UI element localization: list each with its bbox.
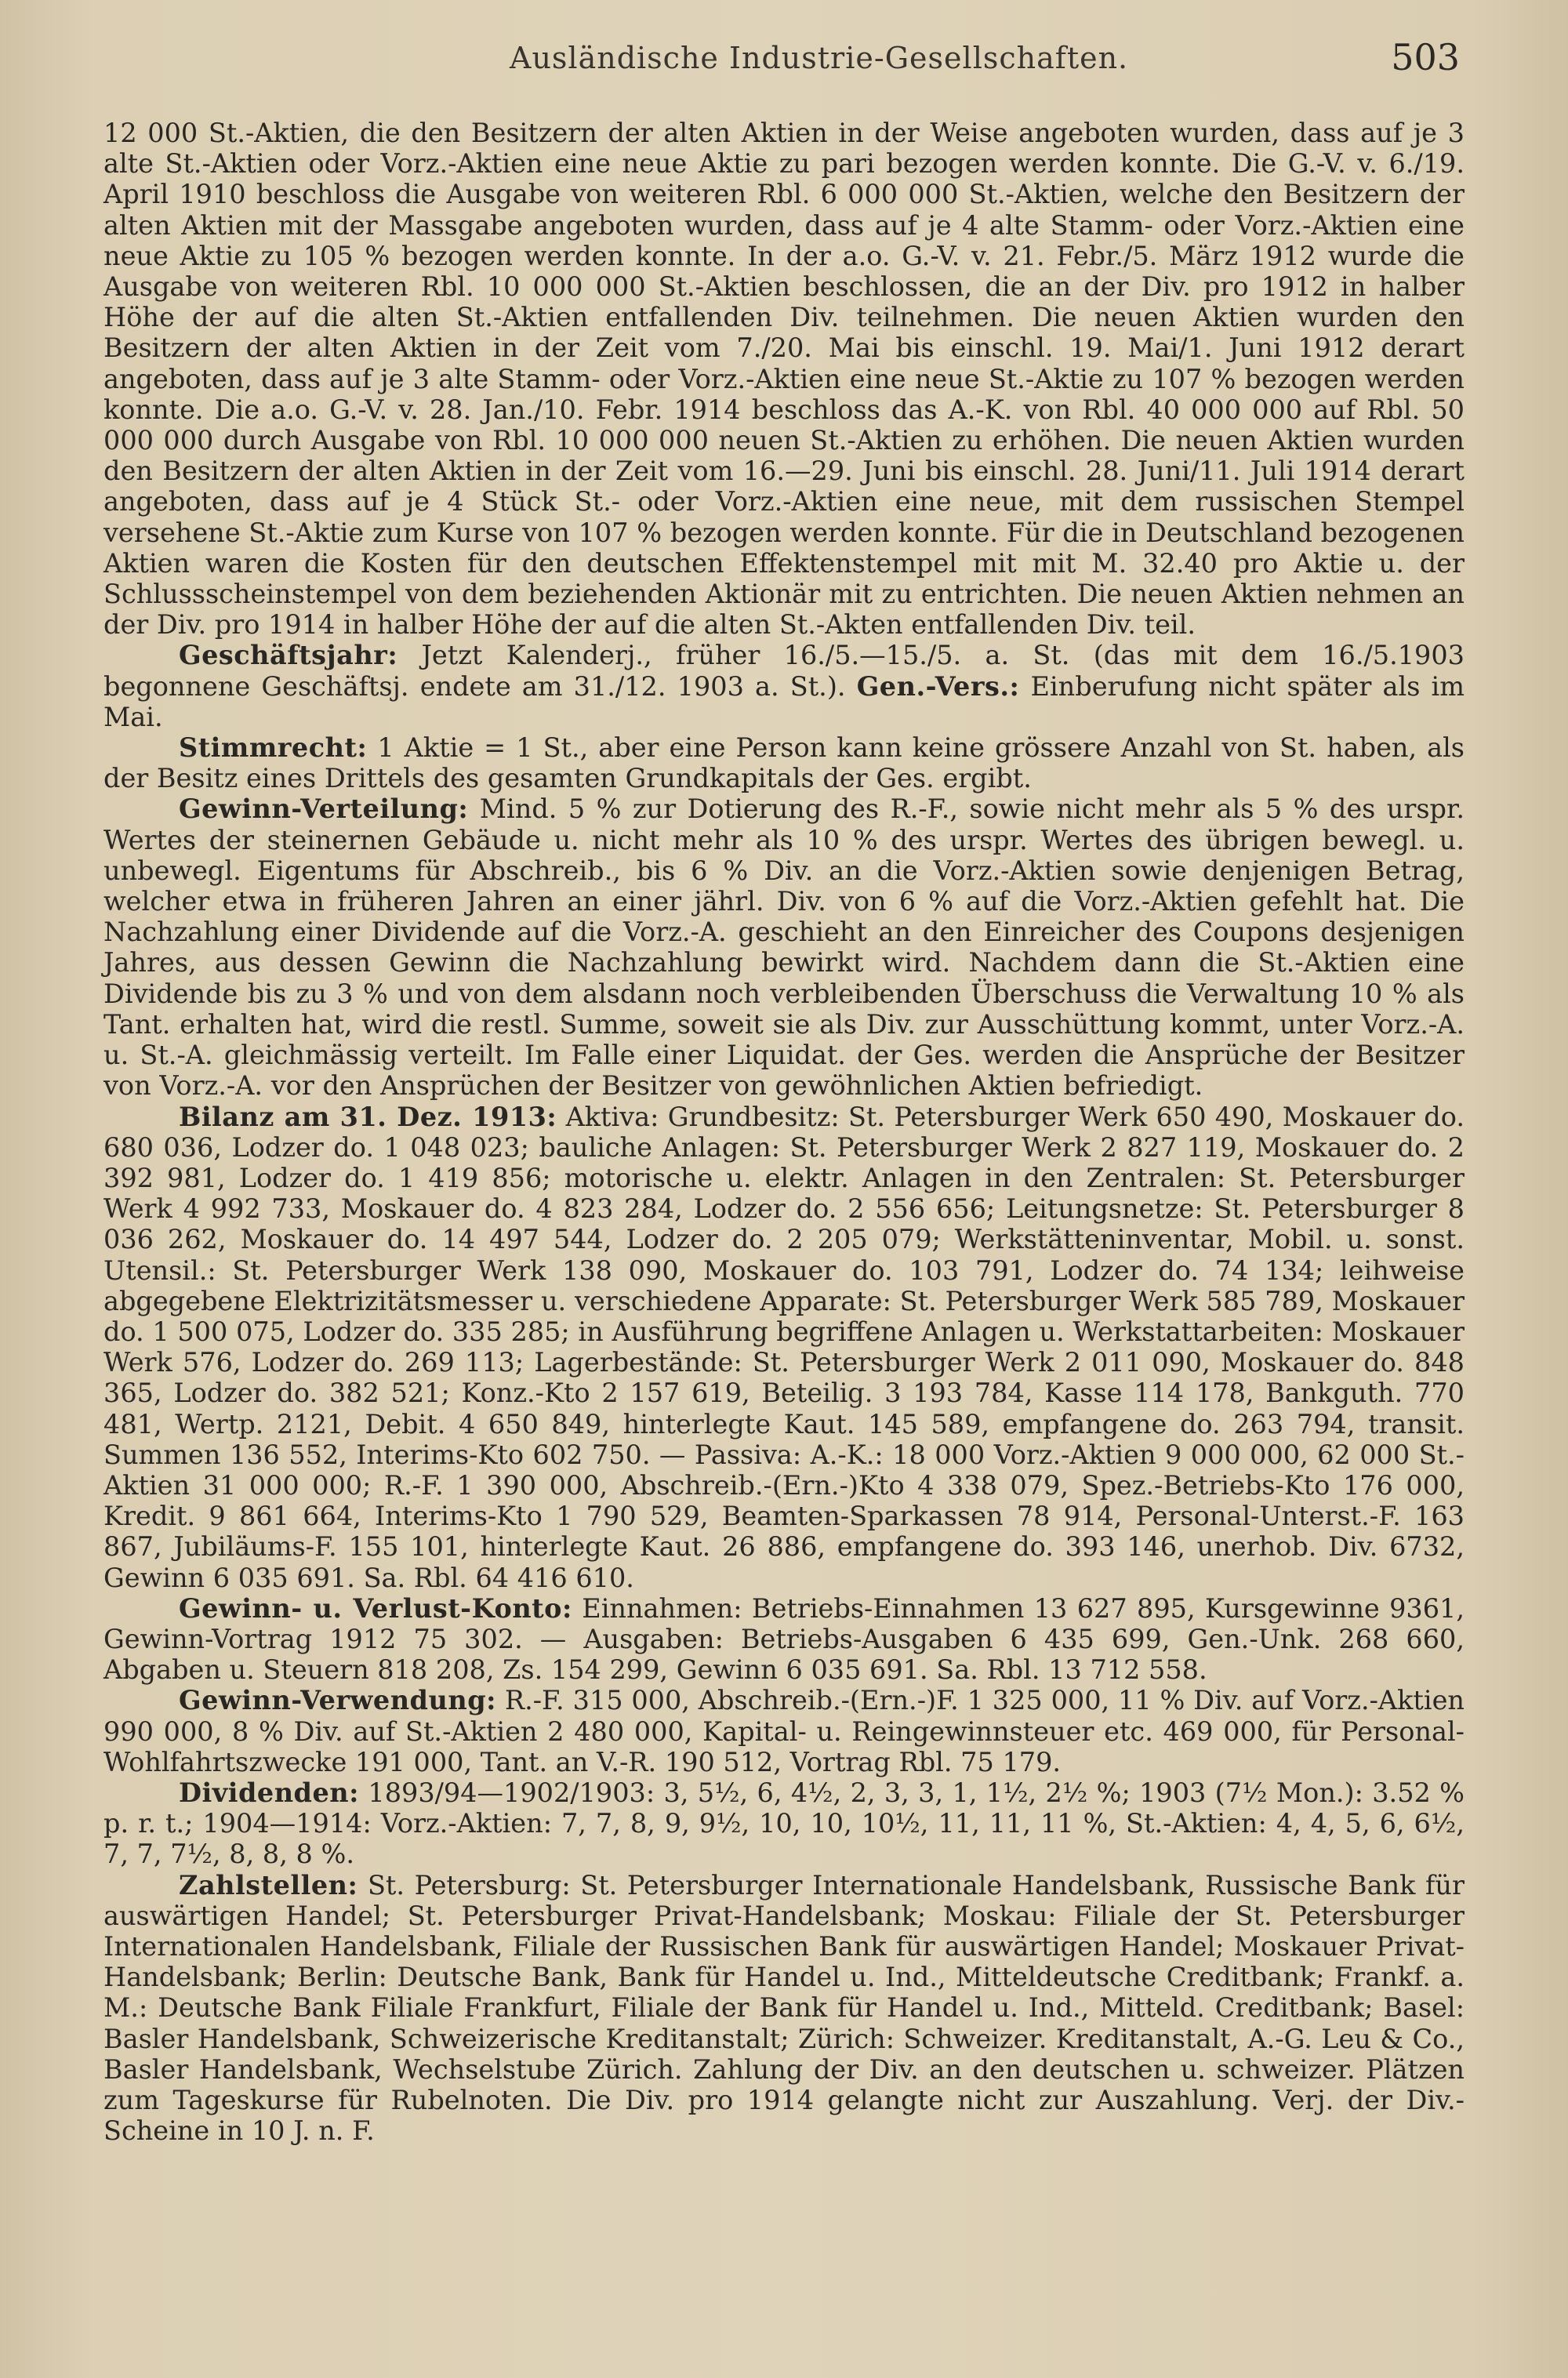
- paragraph-text: Aktiva: Grundbesitz: St. Petersburger Werk 650 490, Moskauer do. 680 036, Lodzer do. 1 048 023; bauliche Anlagen: St. Petersburger Werk 2 827 119, Moskauer do. 2 392 981, Lodzer do. 1 419 856; motorische u. elektr. Anlagen in den Zentralen: St. Petersburger Werk 4 992 733, Moskauer do. 4 823 284, Lodzer do. 2 556 656; Leitungsnetze: St. Petersburger 8 036 262, Moskauer do. 14 497 544, Lodzer do. 2 205 079; Werkstätteninventar, Mobil. u. sonst. Utensil.: St. Petersburger Werk 138 090, Moskauer do. 103 791, Lodzer do. 74 134; leihweise abgegebene Elektrizitätsmesser u. verschiedene Apparate: St. Petersburger Werk 585 789, Moskauer do. 1 500 075, Lodzer do. 335 285; in Ausführung begriffene Anlagen u. Werkstattarbeiten: Moskauer Werk 576, Lodzer do. 269 113; Lagerbestände: St. Petersburger Werk 2 011 090, Moskauer do. 848 365, Lodzer do. 382 521; Konz.-Kto 2 157 619, Beteilig. 3 193 784, Kasse 114 178, Bankguth. 770 481, Wertp. 2121, Debit. 4 650 849, hinterlegte Kaut. 145 589, empfangene do. 263 794, transit. Summen 136 552, Interims-Kto 602 750. — Passiva: A.-K.: 18 000 Vorz.-Aktien 9 000 000, 62 000 St.-Aktien 31 000 000; R.-F. 1 390 000, Abschreib.-(Ern.-)Kto 4 338 079, Spez.-Betriebs-Kto 176 000, Kredit. 9 861 664, Interims-Kto 1 790 529, Beamten-Sparkassen 78 914, Personal-Unterst.-F. 163 867, Jubiläums-F. 155 101, hinterlegte Kaut. 26 886, empfangene do. 393 146, unerhob. Div. 6732, Gewinn 6 035 691. Sa. Rbl. 64 416 610.: [103, 1101, 1465, 1593]
- paragraph-text: 1893/94—1902/1903: 3, 5½, 6, 4½, 2, 3, 3, 1, 1½, 2½ %; 1903 (7½ Mon.): 3.52 % p. r. t.; 1904—1914: Vorz.-Aktien: 7, 7, 8, 9, 9½, 10, 10, 10½, 11, 11, 11 %, St.-Aktien: 4, 4, 5, 6, 6½, 7, 7, 7½, 8, 8, 8 %.: [103, 1777, 1465, 1870]
- paragraph-text: Jetzt Kalenderj., früher 16./5.—15./5. a. St. (das mit dem 16./5.1903 begonnene Geschäftsj. endete am 31./12. 1903 a. St.).: [103, 640, 1465, 702]
- section-heading: Geschäftsjahr:: [179, 640, 398, 671]
- paragraph-text: St. Petersburg: St. Petersburger Internationale Handelsbank, Russische Bank für auswärtigen Handel; St. Petersburger Privat-Handelsbank; Moskau: Filiale der St. Petersburger Internationalen Handelsbank, Filiale der Russischen Bank für auswärtigen Handel; Moskauer Privat-Handelsbank; Berlin: Deutsche Bank, Bank für Handel u. Ind., Mitteldeutsche Creditbank; Frankf. a. M.: Deutsche Bank Filiale Frankfurt, Filiale der Bank für Handel u. Ind., Mitteld. Creditbank; Basel: Basler Handelsbank, Schweizerische Kreditanstalt; Zürich: Schweizer. Kreditanstalt, A.-G. Leu & Co., Basler Handelsbank, Wechselstube Zürich. Zahlung der Div. an den deutschen u. schweizer. Plätzen zum Tageskurse für Rubelnoten. Die Div. pro 1914 gelangte nicht zur Auszahlung. Verj. der Div.-Scheine in 10 J. n. F.: [103, 1869, 1465, 2147]
- page-body: [103, 118, 1465, 2146]
- paragraph-text: 1 Aktie = 1 St., aber eine Person kann keine grössere Anzahl von St. haben, als der Besitz eines Drittels des gesamten Grundkapitals der Ges. ergibt.: [103, 732, 1465, 794]
- section-heading: Gewinn-Verwendung:: [179, 1685, 496, 1716]
- section-heading: Gewinn-Verteilung:: [179, 793, 469, 825]
- paragraph-capital-history: [103, 118, 1465, 640]
- paragraph-text: Einnahmen: Betriebs-Einnahmen 13 627 895, Kursgewinne 9361, Gewinn-Vortrag 1912 75 302. — Ausgaben: Betriebs-Ausgaben 6 435 699, Gen.-Unk. 268 660, Abgaben u. Steuern 818 208, Zs. 154 299, Gewinn 6 035 691. Sa. Rbl. 13 712 558.: [103, 1592, 1465, 1686]
- paragraph-gewinn-verwendung: [103, 1685, 1465, 1777]
- section-heading: Gewinn- u. Verlust-Konto:: [179, 1592, 572, 1624]
- section-heading: Bilanz am 31. Dez. 1913:: [179, 1101, 557, 1132]
- paragraph-zahlstellen: [103, 1870, 1465, 2147]
- paragraph-geschaeftsjahr: [103, 640, 1465, 732]
- section-heading: Gen.-Vers.:: [856, 670, 1020, 702]
- paragraph-text: R.-F. 315 000, Abschreib.-(Ern.-)F. 1 325 000, 11 % Div. auf Vorz.-Aktien 990 000, 8 % Div. auf St.-Aktien 2 480 000, Kapital- u. Reingewinnsteuer etc. 469 000, für Personal-Wohlfahrtszwecke 191 000, Tant. an V.-R. 190 512, Vortrag Rbl. 75 179.: [103, 1685, 1465, 1777]
- paragraph-bilanz: [103, 1102, 1465, 1593]
- paragraph-gewinn-verlust-konto: [103, 1593, 1465, 1686]
- running-head: Ausländische Industrie-Gesellschaften.: [510, 41, 1129, 75]
- section-heading: Dividenden:: [179, 1777, 360, 1808]
- page-header: [0, 36, 1568, 88]
- paragraph-text: 12 000 St.-Aktien, die den Besitzern der alten Aktien in der Weise angeboten wurden, dass auf je 3 alte St.-Aktien oder Vorz.-Aktien eine neue Aktie zu pari bezogen werden konnte. Die G.-V. v. 6./19. April 1910 beschloss die Ausgabe von weiteren Rbl. 6 000 000 St.-Aktien, welche den Besitzern der alten Aktien mit der Massgabe angeboten wurden, dass auf je 4 alte Stamm- oder Vorz.-Aktien eine neue Aktie zu 105 % bezogen werden konnte. In der a.o. G.-V. v. 21. Febr./5. März 1912 wurde die Ausgabe von weiteren Rbl. 10 000 000 St.-Aktien beschlossen, die an der Div. pro 1912 in halber Höhe der auf die alten St.-Aktien entfallenden Div. teilnehmen. Die neuen Aktien wurden den Besitzern der alten Aktien in der Zeit vom 7./20. Mai bis einschl. 19. Mai/1. Juni 1912 derart angeboten, dass auf je 3 alte Stamm- oder Vorz.-Aktien eine neue St.-Aktie zu 107 % bezogen werden konnte. Die a.o. G.-V. v. 28. Jan./10. Febr. 1914 beschloss das A.-K. von Rbl. 40 000 000 auf Rbl. 50 000 000 durch Ausgabe von Rbl. 10 000 000 neuen St.-Aktien zu erhöhen. Die neuen Aktien wurden den Besitzern der alten Aktien in der Zeit vom 16.—29. Juni bis einschl. 28. Juni/11. Juli 1914 derart angeboten, dass auf je 4 Stück St.- oder Vorz.-Aktien eine neue, mit dem russischen Stempel versehene St.-Aktie zum Kurse von 107 % bezogen werden konnte. Für die in Deutschland bezogenen Aktien waren die Kosten für den deutschen Effektenstempel mit mit M. 32.40 pro Aktie u. der Schlussscheinstempel von dem beziehenden Aktionär mit zu entrichten. Die neuen Aktien nehmen an der Div. pro 1914 in halber Höhe der auf die alten St.-Akten entfallenden Div. teil.: [103, 118, 1465, 641]
- page-number: 503: [1391, 36, 1460, 78]
- paragraph-gewinn-verteilung: [103, 793, 1465, 1101]
- paragraph-stimmrecht: [103, 732, 1465, 793]
- section-heading: Zahlstellen:: [179, 1869, 358, 1901]
- paragraph-text: Mind. 5 % zur Dotierung des R.-F., sowie nicht mehr als 5 % des urspr. Wertes der steinernen Gebäude u. nicht mehr als 10 % des urspr. Wertes des übrigen bewegl. u. unbewegl. Eigentums für Abschreib., bis 6 % Div. an die Vorz.-Aktien sowie denjenigen Betrag, welcher etwa in früheren Jahren an einer jährl. Div. von 6 % auf die Vorz.-Aktien gefehlt hat. Die Nachzahlung einer Dividende auf die Vorz.-A. geschieht an den Einreicher des Coupons desjenigen Jahres, aus dessen Gewinn die Nachzahlung bewirkt wird. Nachdem dann die St.-Aktien eine Dividende bis zu 3 % und von dem alsdann noch verbleibenden Überschuss die Verwaltung 10 % als Tant. erhalten hat, wird die restl. Summe, soweit sie als Div. zur Ausschüttung kommt, unter Vorz.-A. u. St.-A. gleichmässig verteilt. Im Falle einer Liquidat. der Ges. werden die Ansprüche der Besitzer von Vorz.-A. vor den Ansprüchen der Besitzer von gewöhnlichen Aktien befriedigt.: [103, 793, 1465, 1102]
- section-heading: Stimmrecht:: [179, 732, 368, 764]
- paragraph-dividenden: [103, 1777, 1465, 1870]
- paragraph-text: Einberufung nicht später als im Mai.: [103, 670, 1465, 732]
